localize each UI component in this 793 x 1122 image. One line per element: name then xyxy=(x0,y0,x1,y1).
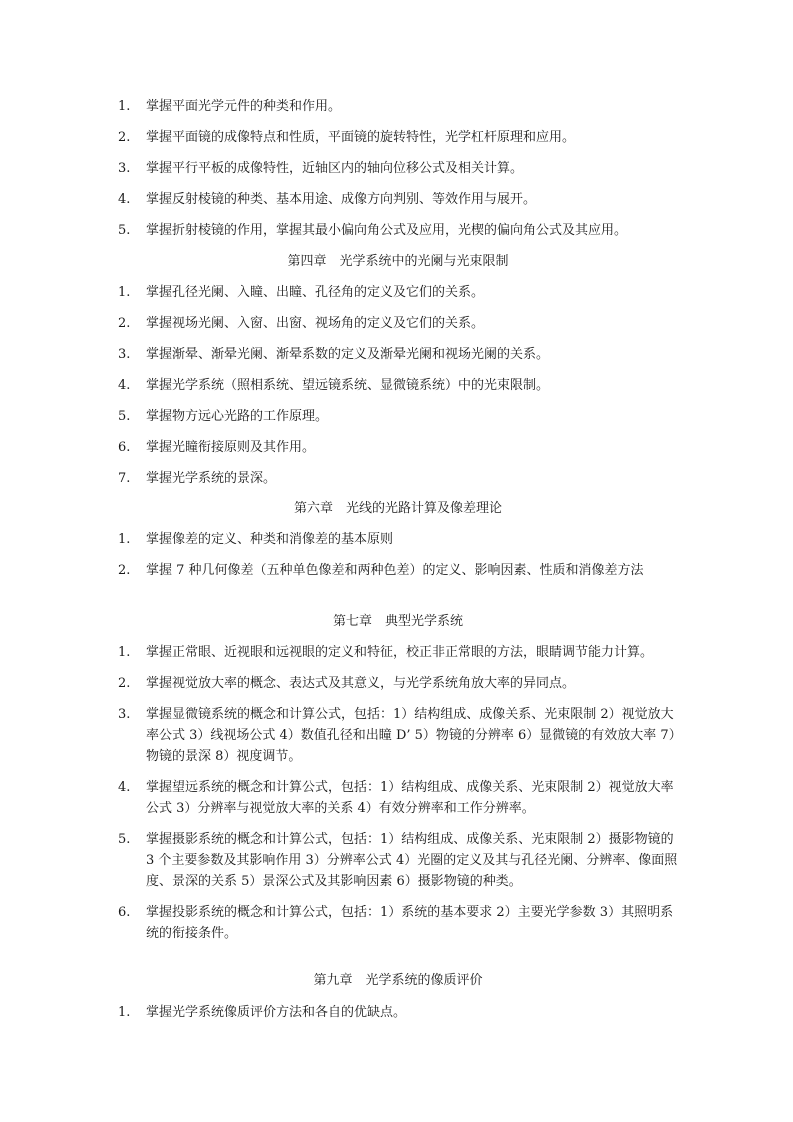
item-text: 掌握望远系统的概念和计算公式，包括：1）结构组成、成像关系、光束限制 2）视觉放大率公式 3）分辨率与视觉放大率的关系 4）有效分辨率和工作分辨率。 xyxy=(146,780,674,816)
list-item xyxy=(118,344,678,365)
list-item xyxy=(118,96,678,117)
item-number: 7. xyxy=(118,471,131,486)
item-text: 掌握光学系统的景深。 xyxy=(146,471,277,486)
item-text: 掌握平行平板的成像特性，近轴区内的轴向位移公式及相关计算。 xyxy=(146,161,524,176)
item-text: 掌握平面镜的成像特点和性质，平面镜的旋转特性，光学杠杆原理和应用。 xyxy=(146,130,576,145)
list-item xyxy=(118,829,678,892)
item-text: 掌握光瞳衔接原则及其作用。 xyxy=(146,440,316,455)
list-item xyxy=(118,902,678,944)
item-text: 掌握反射棱镜的种类、基本用途、成像方向判别、等效作用与展开。 xyxy=(146,192,537,207)
item-text: 掌握摄影系统的概念和计算公式，包括：1）结构组成、成像关系、光束限制 2）摄影物镜的 3 个主要参数及其影响作用 3）分辨率公式 4）光圈的定义及其与孔径光阑、分辨率、像面照度、景深的关系 5）景深公式及其影响因素 6）摄影物镜的种类。 xyxy=(146,832,678,889)
item-number: 1. xyxy=(118,532,131,547)
list-item xyxy=(118,437,678,458)
item-text: 掌握 7 种几何像差（五种单色像差和两种色差）的定义、影响因素、性质和消像差方法 xyxy=(146,563,644,578)
section-1-list xyxy=(118,96,678,251)
chapter-7-list xyxy=(118,642,678,954)
item-number: 3. xyxy=(118,707,131,722)
list-item xyxy=(118,127,678,148)
chapter-4-title: 第四章 光学系统中的光阑与光束限制 xyxy=(287,254,509,269)
item-text: 掌握渐晕、渐晕光阑、渐晕系数的定义及渐晕光阑和视场光阑的关系。 xyxy=(146,347,550,362)
item-text: 掌握正常眼、近视眼和远视眼的定义和特征，校正非正常眼的方法，眼睛调节能力计算。 xyxy=(146,645,654,660)
item-text: 掌握视场光阑、入窗、出窗、视场角的定义及它们的关系。 xyxy=(146,316,485,331)
item-number: 3. xyxy=(118,161,131,176)
chapter-6-list xyxy=(118,529,678,591)
item-text: 掌握像差的定义、种类和消像差的基本原则 xyxy=(146,532,394,547)
item-text: 掌握孔径光阑、入瞳、出瞳、孔径角的定义及它们的关系。 xyxy=(146,285,485,300)
list-item xyxy=(118,1002,678,1023)
chapter-6-title: 第六章 光线的光路计算及像差理论 xyxy=(293,501,502,516)
list-item xyxy=(118,282,678,303)
item-text: 掌握光学系统（照相系统、望远镜系统、显微镜系统）中的光束限制。 xyxy=(146,378,550,393)
list-item xyxy=(118,220,678,241)
list-item xyxy=(118,158,678,179)
item-number: 2. xyxy=(118,316,131,331)
item-text: 掌握显微镜系统的概念和计算公式，包括：1）结构组成、成像关系、光束限制 2）视觉放大率公式 3）线视场公式 4）数值孔径和出瞳 D’ 5）物镜的分辨率 6）显微镜的有效放大率 7）物镜的景深 8）视度调节。 xyxy=(146,707,676,764)
item-number: 5. xyxy=(118,223,131,238)
list-item xyxy=(118,777,678,819)
item-number: 4. xyxy=(118,192,131,207)
item-text: 掌握视觉放大率的概念、表达式及其意义，与光学系统角放大率的异同点。 xyxy=(146,676,576,691)
item-number: 1. xyxy=(118,285,131,300)
list-item xyxy=(118,468,678,489)
item-number: 3. xyxy=(118,347,131,362)
item-number: 4. xyxy=(118,378,131,393)
item-number: 4. xyxy=(118,780,131,795)
list-item xyxy=(118,529,678,550)
item-number: 2. xyxy=(118,130,131,145)
item-text: 掌握投影系统的概念和计算公式，包括：1）系统的基本要求 2）主要光学参数 3）其照明系统的衔接条件。 xyxy=(146,905,674,941)
item-number: 5. xyxy=(118,409,131,424)
item-text: 掌握光学系统像质评价方法和各自的优缺点。 xyxy=(146,1005,407,1020)
item-text: 掌握物方远心光路的工作原理。 xyxy=(146,409,329,424)
list-item xyxy=(118,313,678,334)
list-item xyxy=(118,704,678,767)
list-item xyxy=(118,673,678,694)
item-number: 1. xyxy=(118,99,131,114)
chapter-4-list xyxy=(118,282,678,499)
item-number: 1. xyxy=(118,1005,131,1020)
chapter-7-title: 第七章 典型光学系统 xyxy=(332,614,463,629)
list-item xyxy=(118,406,678,427)
item-number: 5. xyxy=(118,832,131,847)
list-item xyxy=(118,642,678,663)
list-item xyxy=(118,375,678,396)
list-item xyxy=(118,560,678,581)
chapter-9-title: 第九章 光学系统的像质评价 xyxy=(313,973,483,988)
item-number: 6. xyxy=(118,905,131,920)
item-text: 掌握平面光学元件的种类和作用。 xyxy=(146,99,342,114)
item-number: 6. xyxy=(118,440,131,455)
item-number: 1. xyxy=(118,645,131,660)
item-number: 2. xyxy=(118,676,131,691)
list-item xyxy=(118,189,678,210)
chapter-9-list xyxy=(118,1002,678,1033)
item-text: 掌握折射棱镜的作用，掌握其最小偏向角公式及应用，光楔的偏向角公式及其应用。 xyxy=(146,223,628,238)
item-number: 2. xyxy=(118,563,131,578)
